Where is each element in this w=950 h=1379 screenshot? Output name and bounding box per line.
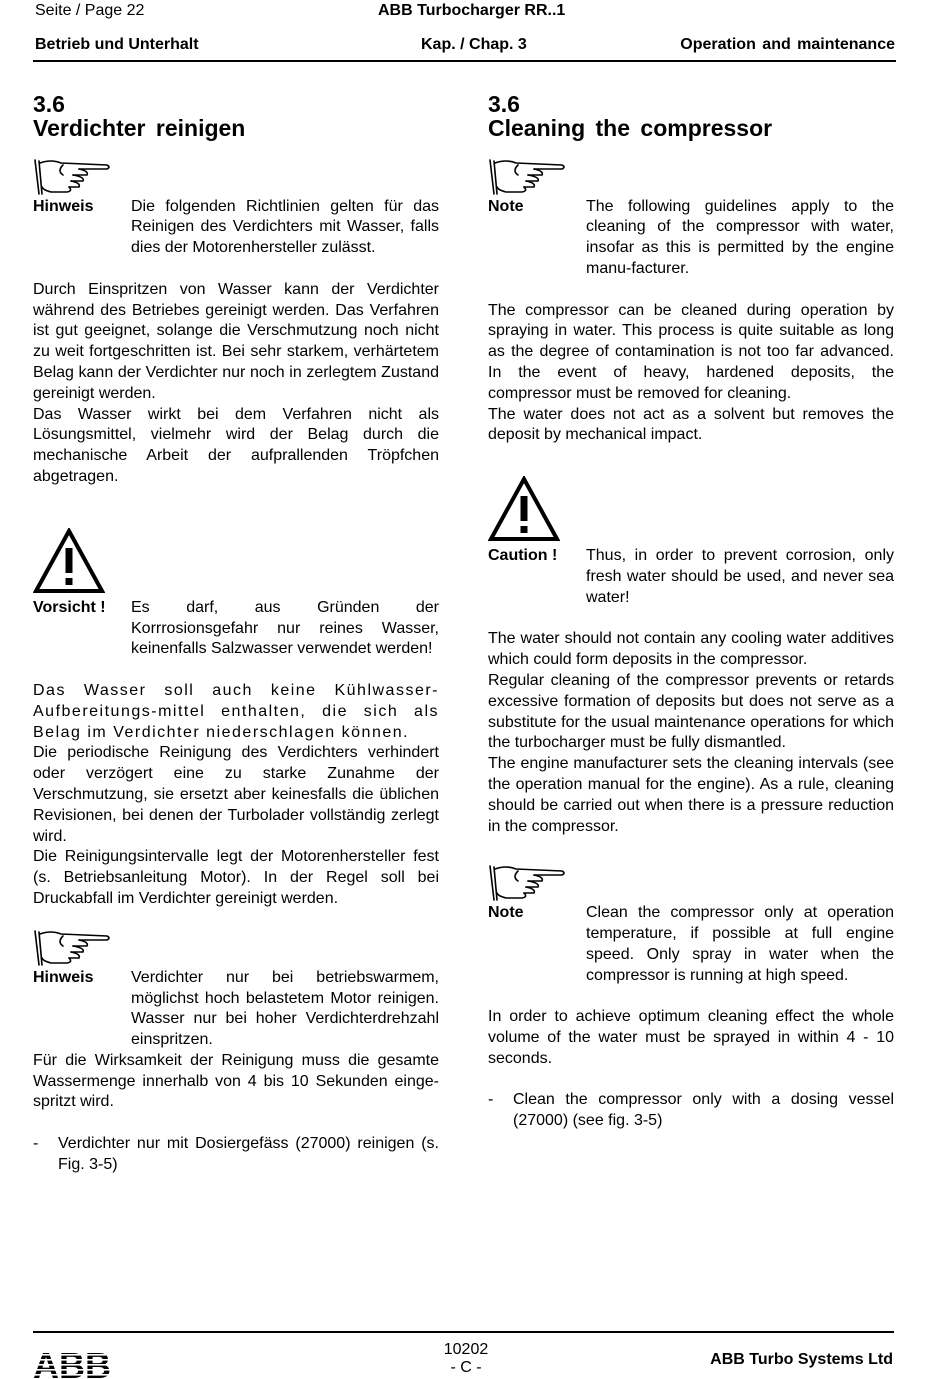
- caution-label: Vorsicht !: [33, 598, 106, 616]
- paragraph: The water does not act as a solvent but removes the deposit by mechanical impact.: [488, 405, 894, 444]
- section-number: 3.6: [488, 91, 520, 117]
- bullet-text: Clean the compressor only with a dosing vessel (27000) (see fig. 3-5): [513, 1091, 894, 1130]
- warning-icon: [488, 476, 560, 542]
- paragraph: Für die Wirksamkeit der Reinigung muss die gesamte Wassermenge innerhalb von 4 bis 10 Sekunden einge-spritzt wird.: [33, 1051, 439, 1111]
- pointing-hand-icon: [488, 157, 568, 197]
- german-column: [33, 91, 439, 1176]
- footer-rule: [33, 1331, 894, 1333]
- note-text: Die folgenden Richtlinien gelten für das Reinigen des Verdichters mit Wasser, falls dies der Motorenhersteller zulässt.: [131, 197, 439, 257]
- bullet-text: Verdichter nur mit Dosiergefäss (27000) reinigen (s. Fig. 3-5): [58, 1135, 439, 1173]
- english-column: [488, 91, 894, 1132]
- header-rule: [33, 60, 896, 62]
- bullet-dash: -: [33, 1135, 39, 1153]
- chapter-label: Kap. / Chap. 3: [421, 36, 527, 53]
- note-text: The following guidelines apply to the cleaning of the compressor with water, insofar as this is permitted by the engine manu-facturer.: [586, 197, 894, 277]
- warning-icon: [33, 528, 105, 594]
- page-number: Seite / Page 22: [35, 2, 145, 19]
- note-label: Note: [488, 197, 524, 215]
- paragraph: The water should not contain any cooling water additives which could form deposits in the compressor.: [488, 630, 894, 669]
- document-title: ABB Turbocharger RR..1: [378, 2, 566, 19]
- paragraph: The engine manufacturer sets the cleaning intervals (see the operation manual for the engine). As a rule, cleaning should be carried out when there is a pressure reduction in the compressor.: [488, 755, 894, 835]
- caution-text: Es darf, aus Gründen der Korrrosionsgefahr nur reines Wasser, keinenfalls Salzwasser verwendet werden!: [131, 598, 439, 658]
- paragraph: Durch Einspritzen von Wasser kann der Verdichter während des Betriebes gereinigt werden. Das Verfahren ist gut geeignet, solange die Verschmutzung noch nicht zu weit fortgeschritten ist. Bei sehr starkem, verhärtetem Belag kann der Verdichter nur noch in zerlegtem Zustand gereinigt werden.: [33, 280, 439, 402]
- abb-logo: [33, 1349, 111, 1379]
- header-left-subtitle: Betrieb und Unterhalt: [35, 36, 199, 53]
- footer-company: ABB Turbo Systems Ltd: [710, 1351, 893, 1368]
- footer-revision: - C -: [450, 1359, 482, 1376]
- note-label: Hinweis: [33, 968, 94, 986]
- header-right-subtitle: Operation and maintenance: [680, 36, 895, 53]
- caution-text: Thus, in order to prevent corrosion, only fresh water should be used, and never sea water!: [586, 547, 894, 606]
- list-item: [488, 1090, 894, 1132]
- note-text: Clean the compressor only at operation temperature, if possible at full engine speed. Only spray in water when the compressor is running at high speed.: [586, 904, 894, 984]
- footer-doc-number: 10202: [443, 1341, 489, 1358]
- paragraph: Regular cleaning of the compressor prevents or retards excessive formation of deposits but does not serve as a substitute for the usual maintenance operations for which the turbocharger must be fully dismantled.: [488, 671, 894, 752]
- section-title: Cleaning the compressor: [488, 114, 773, 141]
- paragraph: Das Wasser wirkt bei dem Verfahren nicht als Lösungsmittel, vielmehr wird der Belag durch die mechanische Arbeit der aufprallenden Tröpfchen abgetragen.: [33, 405, 439, 485]
- paragraph: Die periodische Reinigung des Verdichters verhindert oder verzögert eine zu starke Zunahme der Verschmutzung, sie ersetzt aber keinesfalls die üblichen Revisionen, bei denen der Turbolader vollständig zerlegt wird.: [33, 744, 439, 845]
- paragraph: In order to achieve optimum cleaning effect the whole volume of the water must be sprayed in within 4 - 10 seconds.: [488, 1008, 894, 1067]
- caution-label: Caution !: [488, 547, 558, 565]
- note-text: Verdichter nur bei betriebswarmem, möglichst hoch belastetem Motor reinigen. Wasser nur bei hoher Verdichterdrehzahl einspritzen.: [131, 968, 439, 1049]
- paragraph: Die Reinigungsintervalle legt der Motorenhersteller fest (s. Betriebsanleitung Motor). In der Regel soll bei Druckabfall im Verdichter gereinigt werden.: [33, 848, 439, 907]
- paragraph: The compressor can be cleaned during operation by spraying in water. This process is quite suitable as long as the degree of contamination is not too far advanced. In the event of heavy, hardened deposits, the compressor must be removed for cleaning.: [488, 301, 894, 402]
- pointing-hand-icon: [488, 863, 568, 903]
- paragraph: Das Wasser soll auch keine Kühlwasser-Aufbereitungs-mittel enthalten, die sich als Belag im Verdichter niederschlagen können.: [33, 681, 439, 741]
- list-item: [33, 1134, 439, 1176]
- pointing-hand-icon: [33, 157, 113, 197]
- section-title: Verdichter reinigen: [33, 114, 246, 141]
- bullet-dash: -: [488, 1091, 494, 1109]
- section-number: 3.6: [33, 91, 65, 117]
- pointing-hand-icon: [33, 928, 113, 968]
- note-label: Hinweis: [33, 197, 94, 215]
- note-label: Note: [488, 904, 524, 922]
